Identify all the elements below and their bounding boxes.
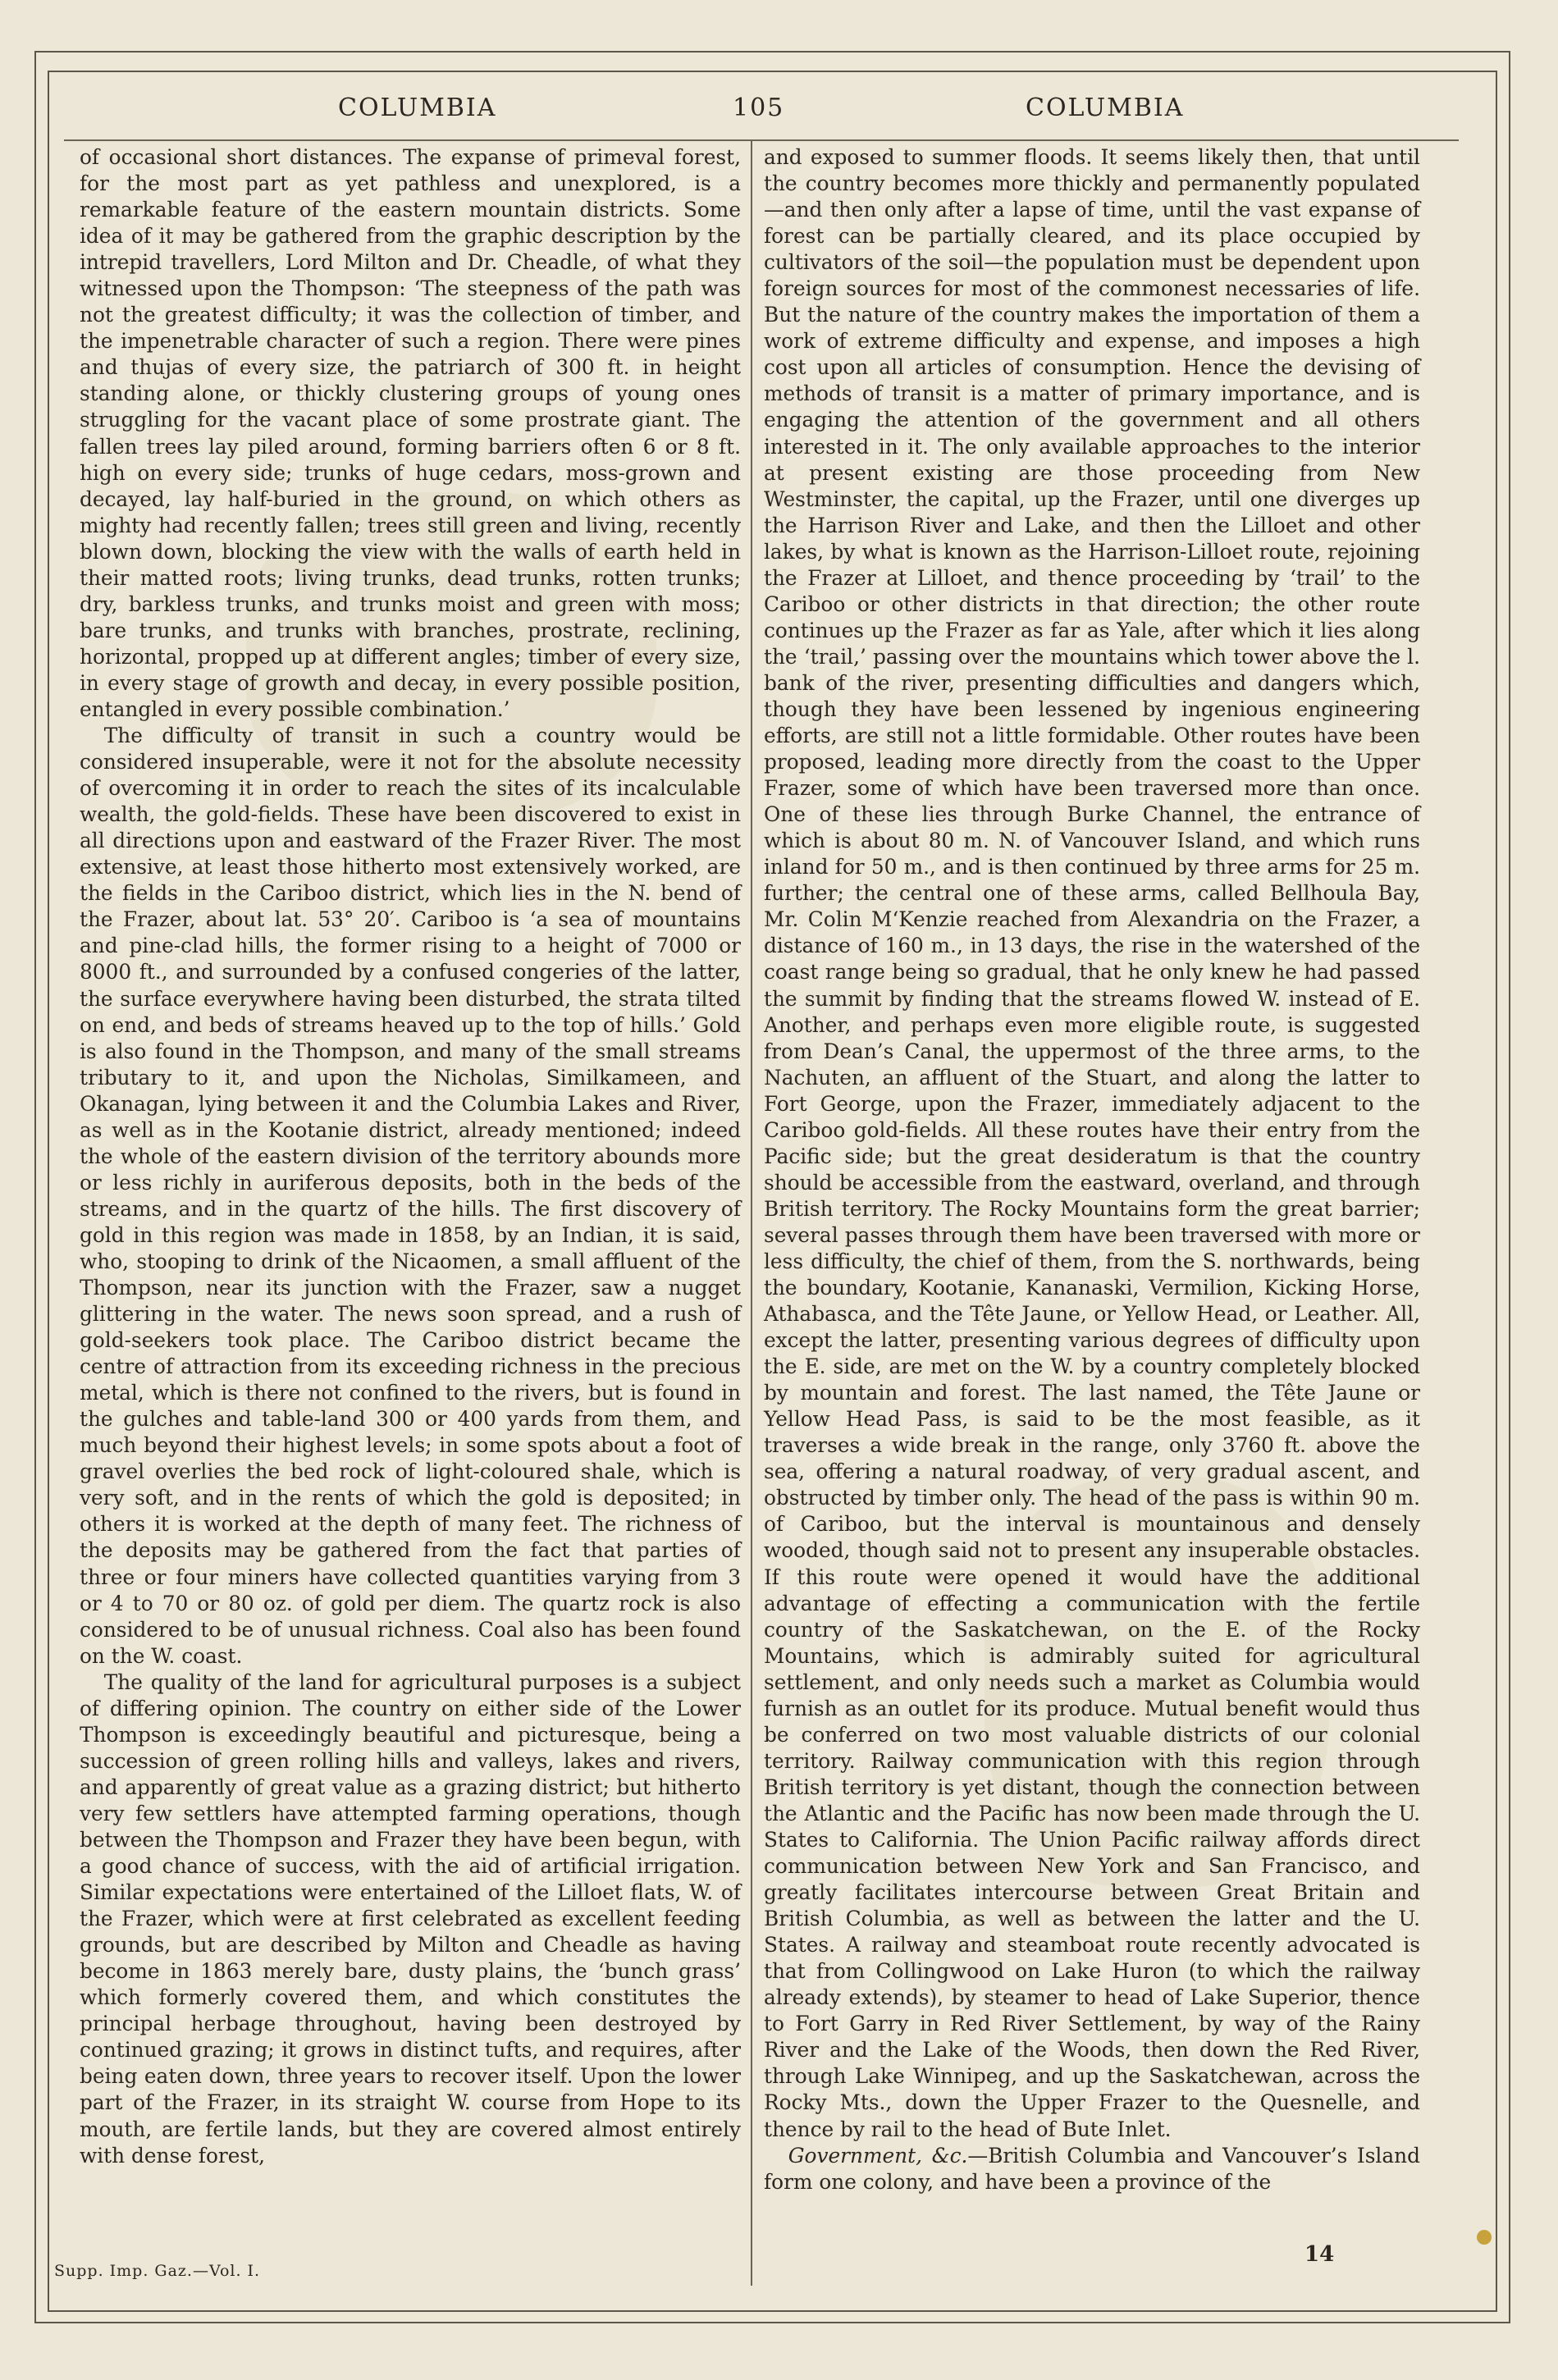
paragraph: and exposed to summer floods. It seems likely then, that until the country becomes more thickly and permanently populated—and then only after a lapse of time, until the vast expanse of forest can be partially cleared, and its place occupied by cultivators of the soil—the population must be dependent upon foreign sources for most of the commonest necessaries of life. But the nature of the country makes the importation of them a work of extreme difficulty and expense, and imposes a high cost upon all articles of consumption. Hence the devising of methods of transit is a matter of primary importance, and is engaging the attention of the government and all others interested in it. The only available approaches to the interior at present existing are those proceeding from New Westminster, the capital, up the Frazer, until one diverges up the Harrison River and Lake, and then the Lilloet and other lakes, by what is known as the Harrison-Lilloet route, rejoining the Frazer at Lilloet, and thence proceeding by ‘trail’ to the Cariboo or other districts in that direction; the other route continues up the Frazer as far as Yale, after which it lies along the ‘trail,’ passing over the mountains which tower above the l. bank of the river, presenting difficulties and dangers which, though they have been lessened by ingenious engineering efforts, are still not a little formidable. Other routes have been proposed, leading more directly from the coast to the Upper Frazer, some of which have been traversed more than once. One of these lies through Burke Channel, the entrance of which is about 80 m. N. of Vancouver Island, and which runs inland for 50 m., and is then continued by three arms for 25 m. further; the central one of these arms, called Bellhoula Bay, Mr. Colin M‘Kenzie reached from Alexandria on the Frazer, a distance of 160 m., in 13 days, the rise in the watershed of the coast range being so gradual, that he only knew he had passed the summit by finding that the streams flowed W. instead of E. Another, and perhaps even more eligible route, is suggested from Dean’s Canal, the uppermost of the three arms, to the Nachuten, an affluent of the Stuart, and along the latter to Fort George, upon the Frazer, immediately adjacent to the Cariboo gold-fields. All these routes have their entry from the Pacific side; but the great desideratum is that the country should be accessible from the eastward, overland, and through British territory. The Rocky Mountains form the great barrier; several passes through them have been traversed with more or less difficulty, the chief of them, from the S. northwards, being the boundary, Kootanie, Kananaski, Vermilion, Kicking Horse, Athabasca, and the Tête Jaune, or Yellow Head, or Leather. All, except the latter, presenting various degrees of difficulty upon the E. side, are met on the W. by a country completely blocked by mountain and forest. The last named, the Tête Jaune or Yellow Head Pass, is said to be the most feasible, as it traverses a wide break in the range, only 3760 ft. above the sea, offering a natural roadway, of very gradual ascent, and obstructed by timber only. The head of the pass is within 90 m. of Cariboo, but the interval is mountainous and densely wooded, though said not to present any insuperable obstacles. If this route were opened it would have the additional advantage of effecting a communication with the fertile country of the Saskatchewan, on the E. of the Rocky Mountains, which is admirably suited for agricultural settlement, and only needs such a market as Columbia would furnish as an outlet for its produce. Mutual benefit would thus be conferred on two most valuable districts of our colonial territory. Railway communication with this region through British territory is yet distant, though the connection between the Atlantic and the Pacific has now been made through the U. States to California. The Union Pacific railway affords direct communication between New York and San Francisco, and greatly facilitates intercourse between Great Britain and British Columbia, as well as between the latter and the U. States. A railway and steamboat route recently advocated is that from Collingwood on Lake Huron (to which the railway already extends), by steamer to head of Lake Superior, thence to Fort Garry in Red River Settlement, by way of the Rainy River and the Lake of the Woods, then down the Red River, through Lake Winnipeg, and up the Saskatchewan, across the Rocky Mts., down the Upper Frazer to the Quesnelle, and thence by rail to the head of Bute Inlet.	[764, 145, 1420, 2141]
paragraph: The quality of the land for agricultural purposes is a subject of differing opinion. The country on either side of the Lower Thompson is exceedingly beautiful and picturesque, being a succession of green rolling hills and valleys, lakes and rivers, and apparently of great value as a grazing district; but hitherto very few settlers have attempted farming operations, though between the Thompson and Frazer they have been begun, with a good chance of success, with the aid of artificial irrigation. Similar expectations were entertained of the Lilloet flats, W. of the Frazer, which were at first celebrated as excellent feeding grounds, but are described by Milton and Cheadle as having become in 1863 merely bare, dusty plains, the ‘bunch grass’ which formerly covered them, and which constitutes the principal herbage throughout, having been destroyed by continued grazing; it grows in distinct tufts, and requires, after being eaten down, three years to recover itself. Upon the lower part of the Frazer, in its straight W. course from Hope to its mouth, are fertile lands, but they are covered almost entirely with dense forest,	[80, 1670, 741, 2168]
running-head-right: COLUMBIA	[1026, 94, 1185, 122]
page-number: 105	[733, 94, 785, 122]
paragraph: of occasional short distances. The expanse of primeval forest, for the most part as yet pathless and unexplored, is a remarkable feature of the eastern mountain districts. Some idea of it may be gathered from the graphic description by the intrepid travellers, Lord Milton and Dr. Cheadle, of what they witnessed upon the Thompson: ‘The steepness of the path was not the greatest difficulty; it was the collection of timber, and the impenetrable character of such a region. There were pines and thujas of every size, the patriarch of 300 ft. in height standing alone, or thickly clustering groups of young ones struggling for the vacant place of some prostrate giant. The fallen trees lay piled around, forming barriers often 6 or 8 ft. high on every side; trunks of huge cedars, moss-grown and decayed, lay half-buried in the ground, on which others as mighty had recently fallen; trees still green and living, recently blown down, blocking the view with the walls of earth held in their matted roots; living trunks, dead trunks, rotten trunks; dry, barkless trunks, and trunks moist and green with moss; bare trunks, and trunks with branches, prostrate, reclining, horizontal, propped up at different angles; timber of every size, in every stage of growth and decay, in every possible position, entangled in every possible combination.’	[80, 145, 741, 721]
running-head-left: COLUMBIA	[338, 94, 497, 122]
printer-signature: 14	[1304, 2242, 1335, 2267]
header-rule	[64, 139, 1459, 141]
page-edge-mark	[1477, 2230, 1492, 2245]
section-label: Government, &c.	[788, 2143, 968, 2168]
footer-signature-line: Supp. Imp. Gaz.—Vol. I.	[54, 2262, 261, 2280]
left-column	[80, 144, 741, 2169]
paragraph-government	[764, 2143, 1420, 2195]
paragraph: The difficulty of transit in such a country would be considered insuperable, were it not for the absolute necessity of overcoming it in order to reach the sites of its incalculable wealth, the gold-fields. These have been discovered to exist in all directions upon and eastward of the Frazer River. The most extensive, at least those hitherto most extensively worked, are the fields in the Cariboo district, which lies in the N. bend of the Frazer, about lat. 53° 20′. Cariboo is ‘a sea of mountains and pine-clad hills, the former rising to a height of 7000 or 8000 ft., and surrounded by a confused congeries of the latter, the surface everywhere having been disturbed, the strata tilted on end, and beds of streams heaved up to the top of hills.’ Gold is also found in the Thompson, and many of the small streams tributary to it, and upon the Nicholas, Similkameen, and Okanagan, lying between it and the Columbia Lakes and River, as well as in the Kootanie district, already mentioned; indeed the whole of the eastern division of the territory abounds more or less richly in auriferous deposits, both in the beds of the streams, and in the quartz of the hills. The first discovery of gold in this region was made in 1858, by an Indian, it is said, who, stooping to drink of the Nicaomen, a small affluent of the Thompson, near its junction with the Frazer, saw a nugget glittering in the water. The news soon spread, and a rush of gold-seekers took place. The Cariboo district became the centre of attraction from its exceeding richness in the precious metal, which is there not confined to the rivers, but is found in the gulches and table-land 300 or 400 yards from them, and much beyond their highest levels; in some spots about a foot of gravel overlies the bed rock of light-coloured shale, which is very soft, and in the rents of which the gold is deposited; in others it is worked at the depth of many feet. The richness of the deposits may be gathered from the fact that parties of three or four miners have collected quantities varying from 3 or 4 to 70 or 80 oz. of gold per diem. The quartz rock is also considered to be of unusual richness. Coal also has been found on the W. coast.	[80, 724, 741, 1668]
section-text: —British Columbia and Vancouver’s Island form one colony, and have been a province of the	[764, 2143, 1420, 2194]
column-divider	[751, 141, 752, 2286]
right-column	[764, 144, 1420, 2195]
